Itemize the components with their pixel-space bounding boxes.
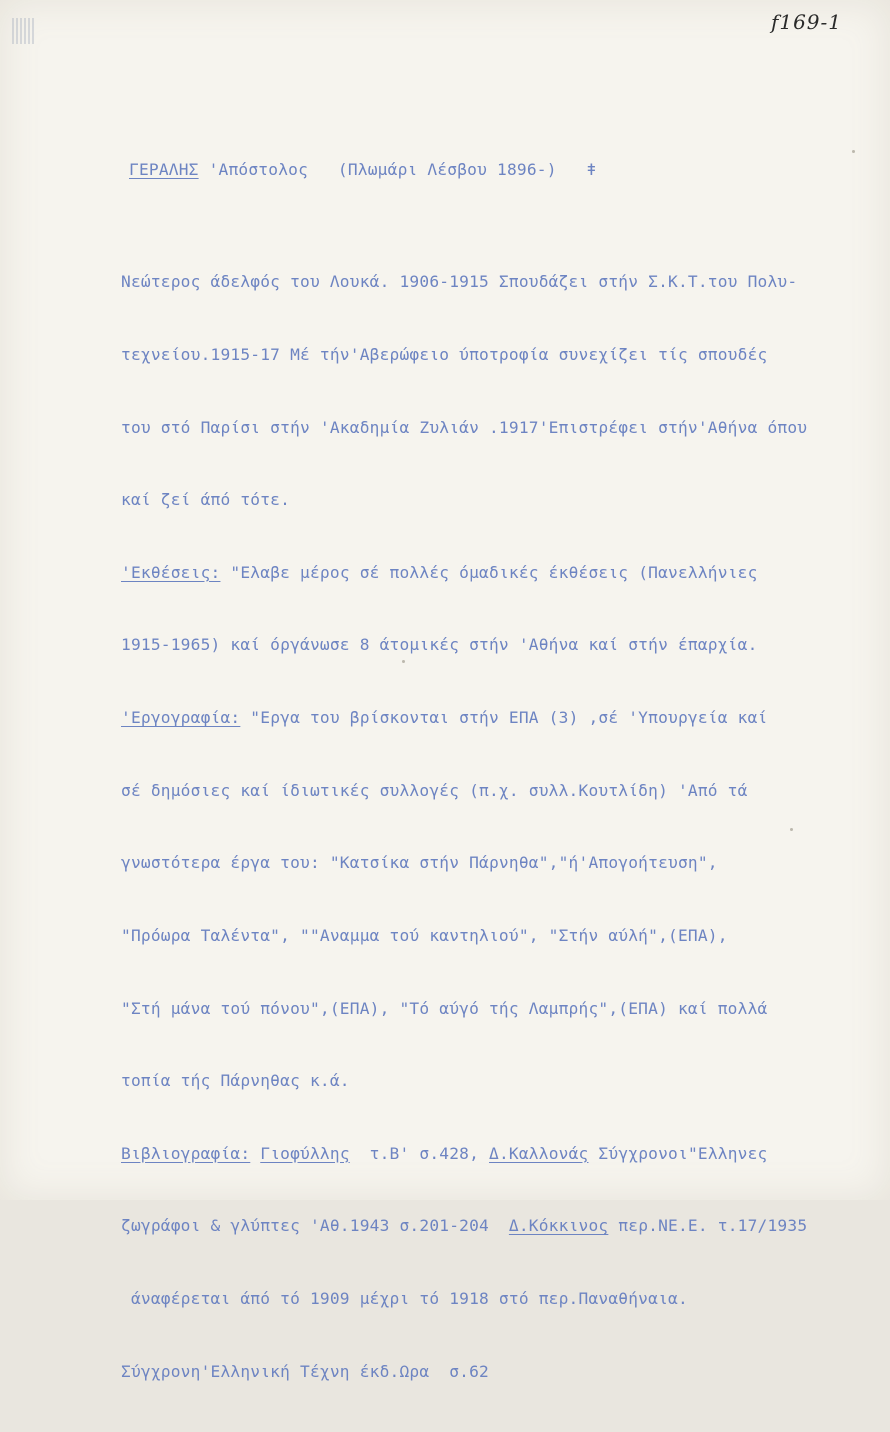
text-line: Σύγχρονη'Ελληνική Τέχνη έκδ.Ωρα σ.62 [121, 1361, 489, 1381]
document-title [129, 160, 597, 179]
bibliography-text: Σύγχρονοι"Ελληνες [588, 1143, 768, 1163]
title-mark: ǂ [586, 160, 597, 179]
bibliography-line [121, 1142, 807, 1166]
text-line: "Στή μάνα τού πόνου",(ΕΠΑ), "Τό αύγό τής Λαμπρής",(ΕΠΑ) καί πολλά [121, 998, 768, 1018]
edge-stamp-mark [12, 18, 34, 44]
text-line: Νεώτερος άδελφός του Λουκά. 1906-1915 Σπουδάζει στήν Σ.Κ.Τ.του Πολυ- [121, 272, 798, 292]
text-line: τεχνείου.1915-17 Μέ τήν'Αβερώφειο ύποτροφία συνεχίζει τίς σπουδές [121, 345, 768, 365]
title-given-name: 'Απόστολος [208, 160, 309, 179]
text-line: "Πρόωρα Ταλέντα", ""Αναμμα τού καντηλιού", "Στήν αύλή",(ΕΠΑ), [121, 925, 728, 945]
works-text: "Εργα του βρίσκονται στήν ΕΠΑ (3) ,σέ 'Υπουργεία καί [240, 708, 768, 728]
bibliography-text: περ.ΝΕ.Ε. τ.17/1935 [608, 1216, 808, 1236]
title-surname: ΓΕΡΑΛΗΣ [129, 160, 199, 179]
bibliography-text: τ.Β' σ.428, [349, 1143, 490, 1163]
exhibitions-line [121, 561, 807, 585]
bibliography-author: Δ.Καλλονάς [489, 1143, 589, 1163]
text-line: άναφέρεται άπό τό 1909 μέχρι τό 1918 στό περ.Παναθήναια. [121, 1288, 688, 1308]
file-reference-number: f169-1 [770, 10, 842, 34]
text-line: σέ δημόσιες καί ίδιωτικές συλλογές (π.χ. συλλ.Κουτλίδη) 'Από τά [121, 780, 748, 800]
paper-speck [852, 150, 855, 153]
paper-speck [790, 828, 793, 831]
bibliography-text: ζωγράφοι & γλύπτες 'Αθ.1943 σ.201-204 [121, 1216, 509, 1236]
exhibitions-heading: 'Εκθέσεις: [121, 562, 221, 582]
paper-speck [402, 660, 405, 663]
biography-text [121, 222, 807, 1432]
works-heading: 'Εργογραφία: [121, 708, 241, 728]
text-line: τοπία τής Πάρνηθας κ.ά. [121, 1071, 350, 1091]
bibliography-author: Γιοφύλλης [260, 1143, 350, 1163]
title-origin: (Πλωμάρι Λέσβου 1896-) [337, 160, 557, 179]
works-line [121, 706, 807, 730]
text-line: γνωστότερα έργα του: "Κατσίκα στήν Πάρνηθα","ή'Απογοήτευση", [121, 853, 718, 873]
bibliography-author: Δ.Κόκκινος [508, 1216, 609, 1236]
text-line: του στό Παρίσι στήν 'Ακαδημία Ζυλιάν .1917'Επιστρέφει στήν'Αθήνα όπου [121, 417, 808, 437]
text-line: καί ζεί άπό τότε. [121, 490, 291, 510]
bibliography-line [121, 1214, 807, 1238]
text-line: 1915-1965) καί όργάνωσε 8 άτομικές στήν 'Αθήνα καί στήν έπαρχία. [121, 635, 758, 655]
bibliography-heading: Βιβλιογραφία: [121, 1143, 251, 1163]
exhibitions-text: "Ελαβε μέρος σέ πολλές όμαδικές έκθέσεις (Πανελλήνιες [220, 562, 758, 582]
